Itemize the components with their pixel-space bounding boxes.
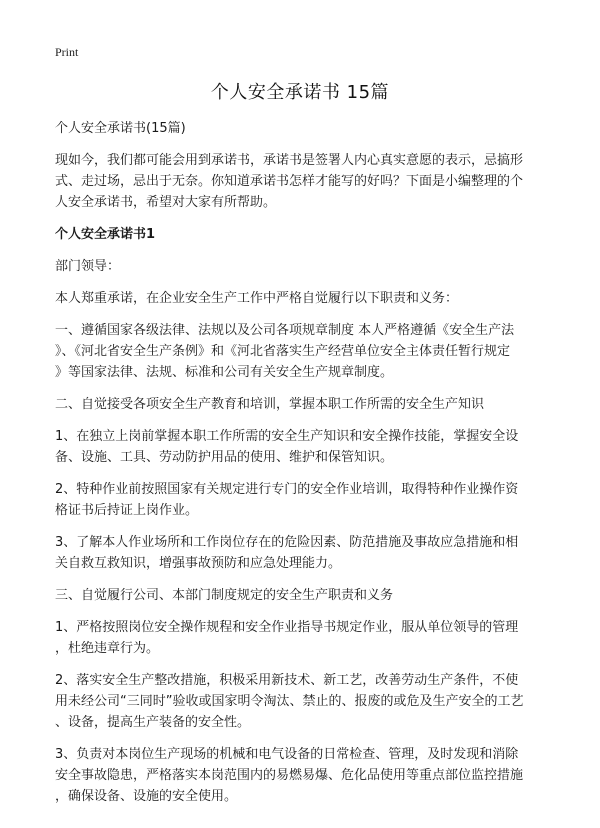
intro-paragraph xyxy=(55,150,549,213)
sub-item-2-3 xyxy=(55,532,549,574)
paragraph-line: 现如今，我们都可能会用到承诺书，承诺书是签署人内心真实意愿的表示，忌搞形 xyxy=(55,153,524,168)
paragraph-line: 式、走过场，忌出于无奈。你知道承诺书怎样才能写的好吗？下面是小编整理的个 xyxy=(55,174,524,189)
item-two-heading: 二、自觉接受各项安全生产教育和培训，掌握本职工作所需的安全生产知识 xyxy=(55,397,485,412)
paragraph-line: 格证书后持证上岗作业。 xyxy=(55,503,199,518)
paragraph-line: 人安全承诺书，希望对大家有所帮助。 xyxy=(55,195,277,210)
sub-item-2-2 xyxy=(55,479,549,521)
paragraph-line: 备、设施、工具、劳动防护用品的使用、维护和保管知识。 xyxy=(55,450,394,465)
page-title: 个人安全承诺书 15篇 xyxy=(210,82,390,103)
paragraph-line: 》等国家法律、法规、标准和公司有关安全生产规章制度。 xyxy=(55,365,394,380)
paragraph-line: 用未经公司“三同时”验收或国家明令淘汰、禁止的、报废的或危及生产安全的工艺 xyxy=(55,694,524,709)
paragraph-line: ，确保设备、设施的安全使用。 xyxy=(55,789,238,804)
opening-statement: 本人郑重承诺，在企业安全生产工作中严格自觉履行以下职责和义务： xyxy=(55,291,459,306)
sub-item-3-3 xyxy=(55,744,549,807)
paragraph-line: 》、《河北省安全生产条例》和《河北省落实生产经营单位安全主体责任暂行规定 xyxy=(55,344,511,359)
paragraph-line: 2、落实安全生产整改措施，积极采用新技术、新工艺，改善劳动生产条件，不使 xyxy=(55,673,519,688)
paragraph-line: 一、遵循国家各级法律、法规以及公司各项规章制度 本人严格遵循《安全生产法 xyxy=(55,323,515,338)
item-one-paragraph xyxy=(55,320,549,383)
sub-item-3-2 xyxy=(55,670,549,733)
paragraph-line: 2、特种作业前按照国家有关规定进行专门的安全作业培训，取得特种作业操作资 xyxy=(55,482,519,497)
paragraph-line: 3、负责对本岗位生产现场的机械和电气设备的日常检查、管理，及时发现和消除 xyxy=(55,747,519,762)
paragraph-line: ，杜绝违章行为。 xyxy=(55,641,160,656)
paragraph-line: 、设备，提高生产装备的安全性。 xyxy=(55,715,251,730)
paragraph-line: 安全事故隐患，严格落实本岗范围内的易燃易爆、危化品使用等重点部位监控措施 xyxy=(55,768,524,783)
sub-item-3-1 xyxy=(55,617,549,659)
section-heading: 个人安全承诺书1 xyxy=(55,227,156,242)
paragraph-line: 3、了解本人作业场所和工作岗位存在的危险因素、防范措施及事故应急措施和相 xyxy=(55,535,519,550)
paragraph-line: 1、在独立上岗前掌握本职工作所需的安全生产知识和安全操作技能，掌握安全设 xyxy=(55,429,519,444)
subtitle-line: 个人安全承诺书(15篇) xyxy=(55,121,186,136)
salutation: 部门领导： xyxy=(55,259,121,274)
sub-item-2-1 xyxy=(55,426,549,468)
paragraph-line: 1、严格按照岗位安全操作规程和安全作业指导书规定作业，服从单位领导的管理 xyxy=(55,620,519,635)
document-body xyxy=(55,118,549,807)
print-link[interactable]: Print xyxy=(55,45,79,59)
item-three-heading: 三、自觉履行公司、本部门制度规定的安全生产职责和义务 xyxy=(55,588,394,603)
paragraph-line: 关自救互救知识，增强事故预防和应急处理能力。 xyxy=(55,556,342,571)
